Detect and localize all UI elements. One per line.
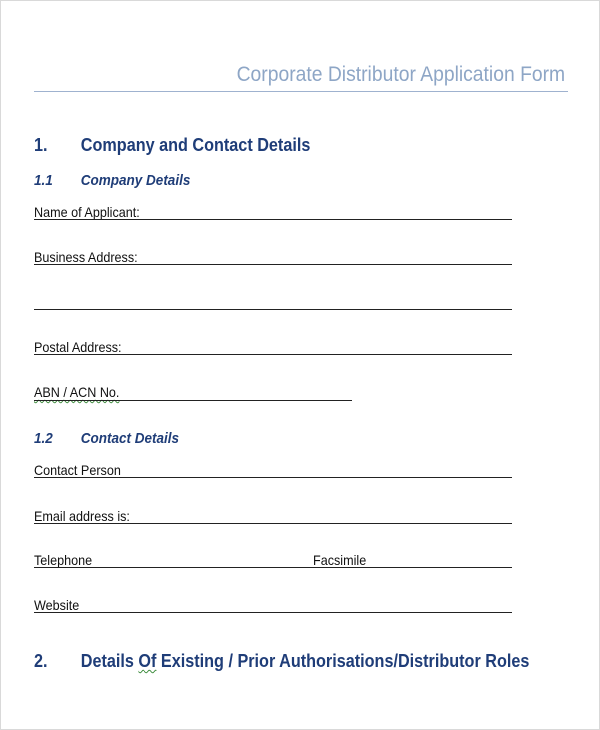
abn-acn-label: ABN / ACN No. [34, 384, 120, 400]
subsection-1-2-number: 1.2 [34, 430, 53, 447]
website-label: Website [34, 597, 80, 613]
section-1-heading [34, 135, 310, 156]
postal-address-label: Postal Address: [34, 339, 122, 355]
business-address-line-2[interactable] [34, 309, 512, 310]
name-of-applicant-label: Name of Applicant: [34, 204, 140, 220]
contact-person-label: Contact Person [34, 462, 121, 478]
section-1-title: Company and Contact Details [80, 135, 311, 155]
business-address-label: Business Address: [34, 249, 138, 265]
business-address-line[interactable] [34, 264, 512, 265]
section-2-title-part2: Of [138, 651, 157, 671]
telephone-label: Telephone [34, 552, 93, 568]
facsimile-label: Facsimile [313, 552, 367, 568]
subsection-1-1-heading [34, 172, 190, 189]
title-divider [34, 91, 568, 92]
section-2-title-part1: Details [80, 651, 139, 671]
contact-person-line[interactable] [34, 477, 512, 478]
email-line[interactable] [34, 523, 512, 524]
postal-address-line[interactable] [34, 354, 512, 355]
section-2-heading [34, 651, 529, 672]
section-1-number: 1. [34, 135, 48, 155]
telephone-facsimile-line[interactable] [34, 567, 512, 568]
subsection-1-2-heading [34, 430, 179, 447]
subsection-1-1-number: 1.1 [34, 172, 53, 189]
form-title: Corporate Distributor Application Form [236, 63, 565, 86]
section-2-title-part3: Existing / Prior Authorisations/Distributor Roles [156, 651, 530, 671]
email-label: Email address is: [34, 508, 130, 524]
section-2-number: 2. [34, 651, 48, 671]
subsection-1-1-title: Company Details [80, 172, 191, 189]
abn-acn-line[interactable] [34, 400, 352, 401]
name-of-applicant-line[interactable] [34, 219, 512, 220]
subsection-1-2-title: Contact Details [80, 430, 180, 447]
website-line[interactable] [34, 612, 512, 613]
